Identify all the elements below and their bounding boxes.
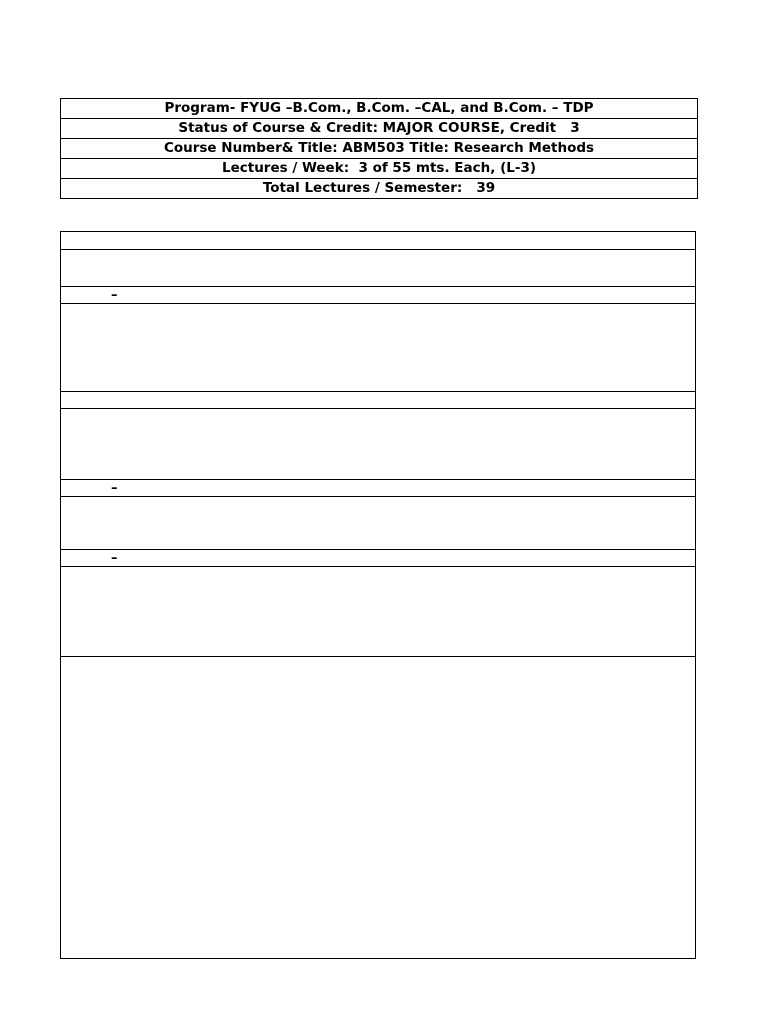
row-divider [61,408,695,409]
course-info-row [61,139,698,159]
row-divider [61,496,695,497]
course-info-row [61,99,698,119]
syllabus-grid [60,231,696,959]
row-divider [61,249,695,250]
row-divider [61,391,695,392]
dash-mark: – [111,551,118,566]
program-cell: Program- FYUG –B.Com., B.Com. –CAL, and B.Com. – TDP [61,99,698,119]
dash-mark: – [111,481,118,496]
course-title-cell: Course Number& Title: ABM503 Title: Research Methods [61,139,698,159]
lectures-week-cell: Lectures / Week: 3 of 55 mts. Each, (L-3) [61,159,698,179]
row-divider [61,479,695,480]
course-info-table [60,98,698,199]
course-info-row [61,179,698,199]
dash-mark: – [111,288,118,303]
status-credit-cell: Status of Course & Credit: MAJOR COURSE, Credit 3 [61,119,698,139]
row-divider [61,656,695,657]
row-divider [61,566,695,567]
course-info-row [61,159,698,179]
course-info-row [61,119,698,139]
row-divider [61,303,695,304]
row-divider [61,549,695,550]
total-lectures-cell: Total Lectures / Semester: 39 [61,179,698,199]
row-divider [61,286,695,287]
